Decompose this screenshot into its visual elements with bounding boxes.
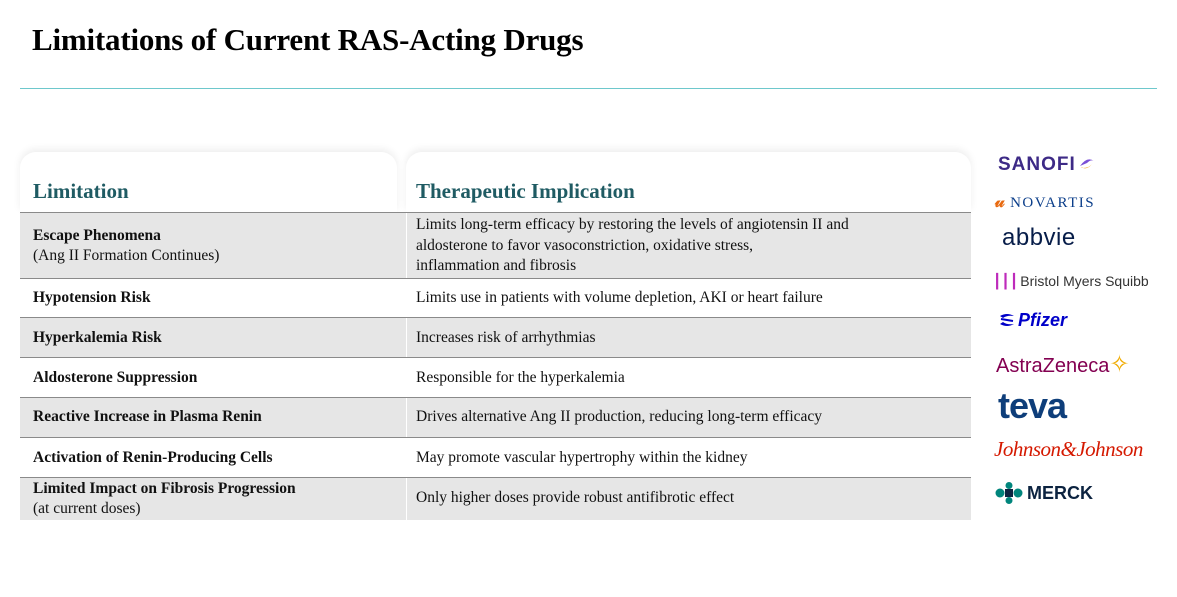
limitation-text: Aldosterone Suppression [33,369,198,386]
implication-line: inflammation and fibrosis [416,257,577,274]
implication-text: Drives alternative Ang II production, reducing long-term efficacy [416,408,823,425]
limitation-cell [33,407,262,427]
limitation-cell [33,226,219,266]
novartis-wordmark: NOVARTIS [1010,195,1096,211]
header-limitation: Limitation [33,179,129,203]
header-implication: Therapeutic Implication [416,179,635,203]
table-row [20,477,971,520]
bms-wordmark: Bristol Myers Squibb [1020,273,1149,289]
novartis-flame-icon: 𝓊 [995,192,1007,211]
merck-logo [994,482,1093,504]
limitation-note: (Ang II Formation Continues) [33,247,220,264]
table-row [20,397,971,437]
table-row [20,317,971,357]
astrazeneca-wordmark: AstraZeneca [996,355,1110,377]
implication-cell [416,215,849,277]
pfizer-wordmark: Pfizer [1018,310,1068,330]
astrazeneca-symbol-icon: ✧ [1109,351,1130,378]
pfizer-logo [998,310,1067,331]
implication-text: Responsible for the hyperkalemia [416,369,625,386]
limitation-text: Escape Phenomena [33,227,161,244]
merck-wordmark: MERCK [1027,483,1093,503]
jnj-logo: Johnson&Johnson [994,437,1143,461]
implication-text: Increases risk of arrhythmias [416,329,596,346]
column-divider [406,318,407,357]
novartis-logo [995,192,1095,212]
limitation-text: Hypotension Risk [33,289,151,306]
table-row [20,357,971,397]
merck-symbol-icon [994,482,1024,504]
table-header-row [20,152,971,212]
limitation-cell [33,288,151,308]
title-divider [20,88,1157,89]
column-divider [406,213,407,278]
table-row [20,278,971,317]
limitation-cell [33,328,162,348]
limitation-text: Limited Impact on Fibrosis Progression [33,480,296,497]
limitations-table [20,152,971,520]
limitation-cell [33,448,273,468]
table-row [20,212,971,278]
abbvie-logo: abbvie [1002,224,1076,251]
header-limitation-cell [20,152,397,212]
page-title: Limitations of Current RAS-Acting Drugs [32,22,584,57]
limitation-text: Activation of Renin-Producing Cells [33,449,273,466]
limitation-note: (at current doses) [33,500,141,517]
limitation-text: Hyperkalemia Risk [33,329,162,346]
column-divider [406,478,407,520]
teva-logo: teva [998,385,1067,426]
implication-text: Limits use in patients with volume depletion, AKI or heart failure [416,289,823,306]
sanofi-wordmark: SANOFI [998,154,1076,175]
sanofi-logo [998,154,1095,176]
limitation-cell [33,368,197,388]
limitation-cell [33,479,296,519]
bms-bars-icon: ┃┃┃ [993,273,1019,289]
implication-text: Only higher doses provide robust antifibrotic effect [416,489,735,506]
implication-line: Limits long-term efficacy by restoring the levels of angiotensin II and [416,216,849,233]
implication-line: aldosterone to favor vasoconstriction, oxidative stress, [416,236,754,254]
implication-text: May promote vascular hypertrophy within the kidney [416,449,748,466]
pfizer-helix-icon [998,313,1016,327]
column-divider [406,398,407,437]
bms-logo [993,273,1149,290]
sanofi-bird-icon [1079,157,1095,171]
astrazeneca-logo [996,350,1130,379]
limitation-text: Reactive Increase in Plasma Renin [33,408,262,425]
header-implication-cell [406,152,971,212]
table-row [20,437,971,477]
